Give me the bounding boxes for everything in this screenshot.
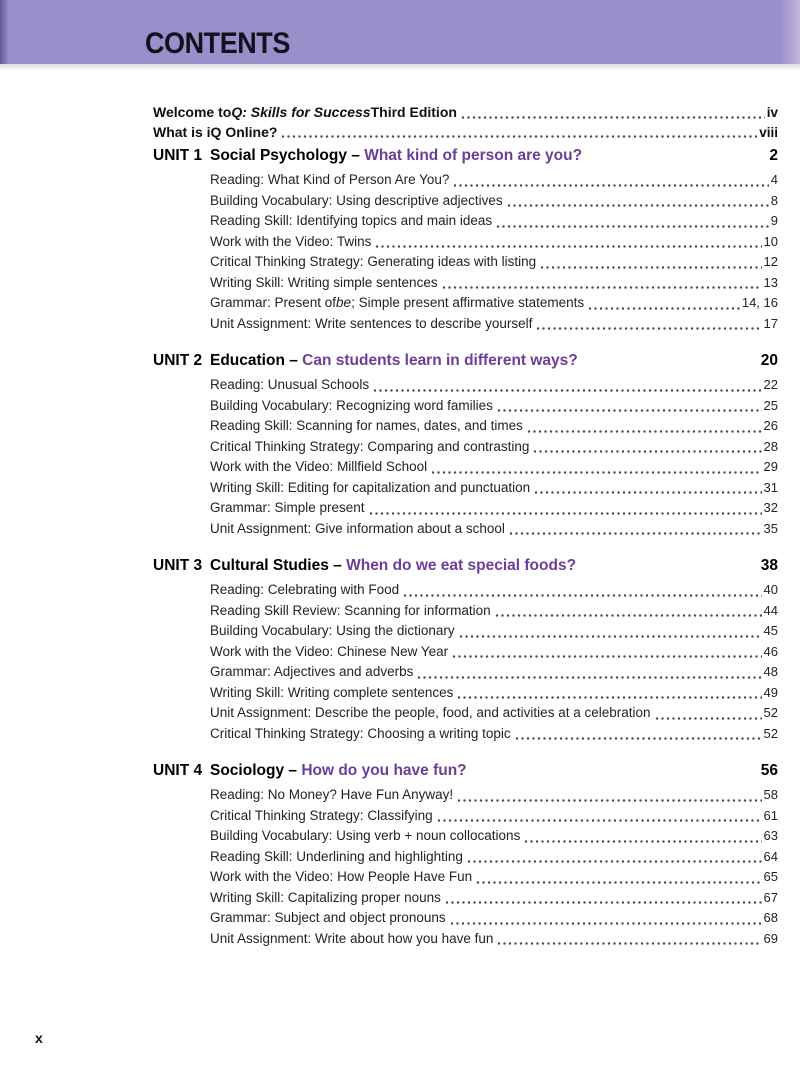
entry-page-number: 28 (763, 438, 778, 454)
dot-leader (515, 736, 762, 741)
dot-leader (655, 716, 762, 721)
unit-header (153, 554, 778, 577)
toc-entry-row (210, 437, 778, 458)
dot-leader (476, 880, 761, 885)
front-matter-label: What is iQ Online? (153, 123, 278, 140)
entry-label: Reading: Celebrating with Food (210, 582, 400, 597)
entry-label: Reading Skill Review: Scanning for information (210, 602, 491, 618)
entry-page-number: 40 (763, 582, 778, 597)
toc-entry-row (210, 170, 778, 191)
entry-label: Building Vocabulary: Using the dictionary (210, 623, 455, 638)
entry-label: Grammar: Simple present (210, 500, 365, 515)
toc-entry-row (210, 621, 778, 642)
entry-page-number: 64 (763, 848, 778, 864)
toc-entry-row (210, 232, 778, 253)
unit-title (210, 554, 576, 577)
unit-block (153, 144, 778, 334)
toc-entry-row (210, 211, 778, 232)
toc-entry-row (210, 293, 778, 314)
unit-title (210, 759, 467, 782)
toc-entry-row (210, 908, 778, 929)
toc-entry-row (210, 519, 778, 540)
entry-page-number: 68 (763, 910, 778, 925)
dot-leader (431, 470, 761, 475)
dot-leader (527, 429, 762, 434)
toc-entry-row (210, 396, 778, 417)
entry-label: Building Vocabulary: Using verb + noun collocations (210, 828, 521, 843)
entry-page-number: 45 (763, 623, 778, 638)
entry-page-number: 13 (763, 274, 778, 290)
entry-label: Unit Assignment: Describe the people, food, and activities at a celebration (210, 705, 651, 720)
entry-label: Critical Thinking Strategy: Choosing a writing topic (210, 725, 511, 741)
entry-page-number: 8 (770, 192, 778, 208)
front-matter-label: Welcome to (153, 104, 232, 120)
unit-label: UNIT 4 (153, 762, 203, 779)
dot-leader (453, 183, 768, 188)
toc-content (153, 103, 778, 949)
entry-page-number: 46 (763, 643, 778, 659)
entry-label: Reading Skill: Scanning for names, dates, and times (210, 418, 523, 433)
entry-page-number: 29 (763, 459, 778, 474)
dot-leader (437, 818, 762, 823)
entry-label: Writing Skill: Writing complete sentences (210, 684, 454, 700)
entry-page-number: iv (766, 105, 778, 120)
unit-header (153, 759, 778, 782)
toc-entry-row (210, 375, 778, 396)
toc-entry-row (210, 191, 778, 212)
unit-list (153, 144, 778, 949)
entry-label: Work with the Video: Twins (210, 233, 372, 249)
entry-label: Reading Skill: Underlining and highlighting (210, 848, 463, 864)
unit-block (153, 554, 778, 744)
unit-label: UNIT 1 (153, 147, 203, 164)
dot-leader (450, 921, 762, 926)
toc-entry-row (210, 416, 778, 437)
entry-label: Reading: Unusual Schools (210, 377, 370, 392)
entry-page-number: 4 (770, 172, 778, 187)
dot-leader (507, 203, 769, 208)
page-title: CONTENTS (145, 27, 290, 60)
entry-page-number: 58 (763, 787, 778, 802)
front-matter-label-italic: Q: Skills for Success (231, 104, 371, 120)
toc-entry-row (210, 703, 778, 724)
entry-page-number: 9 (770, 213, 778, 228)
page-number: x (35, 1030, 43, 1046)
toc-entry-row (210, 457, 778, 478)
entry-page-number: 32 (763, 500, 778, 515)
entry-label: Grammar: Adjectives and adverbs (210, 664, 414, 679)
entry-page-number: 52 (763, 725, 778, 741)
dot-leader (445, 900, 762, 905)
toc-entry-row (210, 785, 778, 806)
entry-page-number: 31 (763, 479, 778, 495)
dot-leader (457, 798, 761, 803)
entry-label: Reading: What Kind of Person Are You? (210, 172, 450, 187)
toc-entry-row (210, 724, 778, 745)
unit-question: What kind of person are you? (364, 147, 583, 164)
entry-label: Work with the Video: Millfield School (210, 459, 428, 474)
unit-page-number: 56 (760, 762, 778, 779)
unit-page-number: 2 (769, 147, 778, 164)
unit-page-number: 38 (760, 557, 778, 574)
dot-leader (588, 306, 740, 311)
toc-entry-row (210, 888, 778, 909)
entry-label: Critical Thinking Strategy: Classifying (210, 807, 433, 823)
entry-page-number: 25 (763, 397, 778, 413)
dot-leader (373, 388, 761, 393)
entry-label: Building Vocabulary: Using descriptive adjectives (210, 192, 503, 208)
entry-label: Unit Assignment: Write about how you have fun (210, 930, 494, 946)
dot-leader (534, 490, 761, 495)
toc-entry-row (210, 580, 778, 601)
entry-label: ; Simple present affirmative statements (351, 295, 585, 310)
unit-entries (210, 375, 778, 539)
entry-page-number: 22 (763, 377, 778, 392)
entry-page-number: 49 (763, 684, 778, 700)
entry-page-number: 10 (763, 233, 778, 249)
unit-page-number: 20 (760, 352, 778, 369)
toc-entry-row (210, 601, 778, 622)
dot-leader (442, 285, 762, 290)
entry-label: Work with the Video: How People Have Fun (210, 869, 473, 884)
entry-page-number: 67 (763, 889, 778, 905)
toc-entry-row (210, 867, 778, 888)
entry-page-number: 52 (763, 705, 778, 720)
entry-label: Writing Skill: Editing for capitalization and punctuation (210, 479, 531, 495)
header-band (0, 0, 800, 64)
entry-label: Reading: No Money? Have Fun Anyway! (210, 787, 454, 802)
dot-leader (369, 511, 762, 516)
dot-leader (497, 408, 762, 413)
dot-leader (459, 634, 762, 639)
entry-label: Unit Assignment: Give information about a school (210, 520, 505, 536)
unit-header (153, 349, 778, 372)
toc-entry-row (210, 498, 778, 519)
unit-title-text: Cultural Studies – (210, 557, 347, 574)
dot-leader (417, 675, 761, 680)
entry-label: Writing Skill: Writing simple sentences (210, 274, 438, 290)
entry-page-number: viii (759, 124, 778, 140)
entry-page-number: 17 (763, 315, 778, 331)
entry-page-number: 14, 16 (741, 295, 778, 310)
entry-page-number: 69 (763, 930, 778, 946)
entry-label: Work with the Video: Chinese New Year (210, 643, 449, 659)
unit-block (153, 349, 778, 539)
entry-label-italic: be (336, 295, 352, 310)
entry-page-number: 65 (763, 869, 778, 884)
unit-title-text: Sociology – (210, 762, 302, 779)
toc-entry-row (210, 478, 778, 499)
toc-entry-row (210, 847, 778, 868)
toc-entry-row (153, 123, 778, 143)
dot-leader (375, 244, 761, 249)
entry-label: Writing Skill: Capitalizing proper nouns (210, 889, 441, 905)
dot-leader (497, 941, 761, 946)
unit-entries (210, 785, 778, 949)
dot-leader (403, 593, 761, 598)
dot-leader (536, 326, 761, 331)
entry-label: Building Vocabulary: Recognizing word families (210, 397, 493, 413)
toc-entry-row (210, 252, 778, 273)
toc-entry-row (210, 662, 778, 683)
unit-header (153, 144, 778, 167)
entry-label: Grammar: Subject and object pronouns (210, 910, 446, 925)
entry-label: Critical Thinking Strategy: Generating ideas with listing (210, 254, 537, 269)
unit-label: UNIT 3 (153, 557, 203, 574)
front-matter (153, 103, 778, 142)
dot-leader (496, 224, 769, 229)
unit-question: Can students learn in different ways? (302, 352, 578, 369)
unit-title-text: Social Psychology – (210, 147, 365, 164)
unit-title (210, 349, 578, 372)
dot-leader (495, 613, 762, 618)
entry-page-number: 48 (763, 664, 778, 679)
unit-question: How do you have fun? (301, 762, 467, 779)
unit-entries (210, 170, 778, 334)
entry-label: Reading Skill: Identifying topics and main ideas (210, 213, 493, 228)
dot-leader (461, 115, 765, 120)
toc-entry-row (210, 314, 778, 335)
entry-page-number: 63 (763, 828, 778, 843)
dot-leader (509, 531, 762, 536)
dot-leader (452, 654, 761, 659)
toc-entry-row (210, 826, 778, 847)
unit-title-text: Education – (210, 352, 303, 369)
entry-label: Grammar: Present of (210, 295, 337, 310)
toc-entry-row (210, 929, 778, 950)
entry-label: Unit Assignment: Write sentences to describe yourself (210, 315, 533, 331)
dot-leader (524, 839, 761, 844)
unit-entries (210, 580, 778, 744)
toc-entry-row (210, 273, 778, 294)
toc-entry-row (153, 103, 778, 123)
entry-page-number: 12 (763, 254, 778, 269)
dot-leader (281, 134, 757, 139)
unit-question: When do we eat special foods? (346, 557, 577, 574)
unit-title (210, 144, 582, 167)
toc-entry-row (210, 683, 778, 704)
entry-label: Critical Thinking Strategy: Comparing and contrasting (210, 438, 530, 454)
entry-page-number: 61 (763, 807, 778, 823)
unit-label: UNIT 2 (153, 352, 203, 369)
dot-leader (533, 449, 761, 454)
toc-entry-row (210, 642, 778, 663)
entry-page-number: 44 (763, 602, 778, 618)
front-matter-label: Third Edition (370, 104, 457, 120)
dot-leader (467, 859, 762, 864)
dot-leader (457, 695, 761, 700)
entry-page-number: 26 (763, 418, 778, 433)
entry-page-number: 35 (763, 520, 778, 536)
dot-leader (540, 265, 761, 270)
toc-entry-row (210, 806, 778, 827)
unit-block (153, 759, 778, 949)
